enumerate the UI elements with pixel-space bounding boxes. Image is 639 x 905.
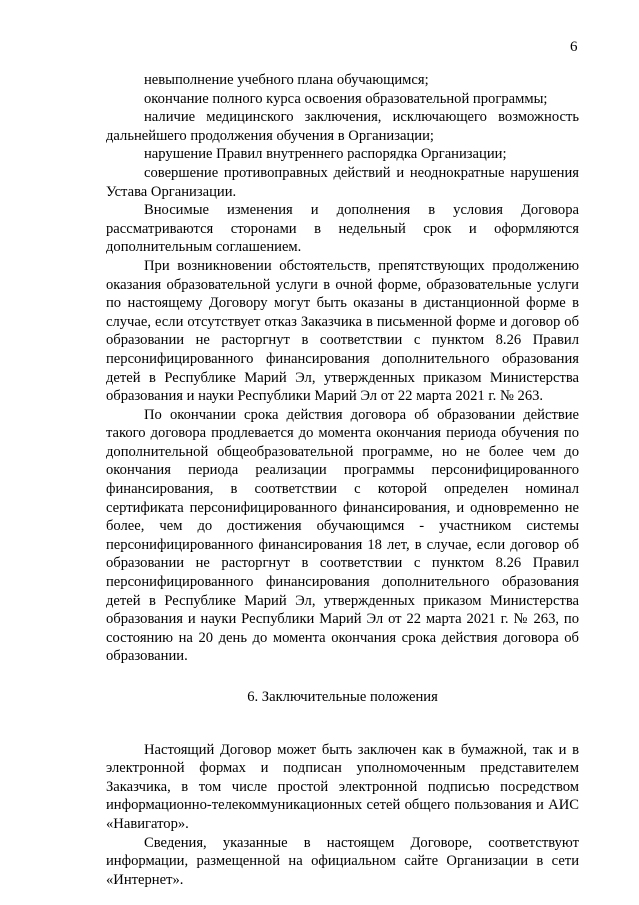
list-item-course-completion: окончание полного курса освоения образовательной программы; <box>144 90 548 107</box>
paragraph-amendments: Вносимые изменения и дополнения в условия Договора рассматриваются сторонами в недельный срок и оформляются дополнительным соглашением. <box>106 202 579 256</box>
page-number: 6 <box>570 39 578 55</box>
document-body <box>106 71 579 889</box>
list-item-medical: наличие медицинского заключения, исключающего возможность дальнейшего продолжения обучения в Организации; <box>106 109 579 144</box>
list-item-curriculum: невыполнение учебного плана обучающимся; <box>144 72 429 88</box>
list-item-rules-violation: нарушение Правил внутреннего распорядка Организации; <box>144 146 507 163</box>
paragraph-distance-learning: При возникновении обстоятельств, препятствующих продолжению оказания образовательной услуги в очной форме, образовательные услуги по настоящему Договору могут быть оказаны в дистанционной форме в случае, если отсутствует отказ Заказчика в письменной форме и договор об образовании не расторгнут в соответствии с пунктом 8.26 Правил персонифицированного финансирования дополнительного образования детей в Республике Марий Эл, утвержденных приказом Министерства образования и науки Республики Марий Эл от 22 марта 2021 г. № 263. <box>106 257 579 405</box>
paragraph-contract-form: Настоящий Договор может быть заключен как в бумажной, так и в электронной формах и подписан уполномоченным представителем Заказчика, в том числе простой электронной подписью посредством информационно-телекоммуникационных сетей общего пользования и АИС «Навигатор». <box>106 741 579 832</box>
paragraph-contract-extension: По окончании срока действия договора об образовании действие такого договора продлевается до момента окончания периода обучения по дополнительной общеобразовательной программе, но не более чем до окончания периода реализации программы персонифицированного финансирования, в соответствии с которой определен номинал сертификата персонифицированного финансирования, и одновременно не более, чем до достижения обучающимся - участником системы персонифицированного финансирования 18 лет, в случае, если договор об образовании не расторгнут в соответствии с пунктом 8.26 Правил персонифицированного финансирования дополнительного образования детей в Республике Марий Эл, утвержденных приказом Министерства образования и науки Республики Марий Эл от 22 марта 2021 г. № 263, по состоянию на 20 день до момента окончания срока действия договора об образовании. <box>106 406 579 665</box>
list-item-charter-violation: совершение противоправных действий и неоднократные нарушения Устава Организации. <box>106 164 579 200</box>
section-heading: 6. Заключительные положения <box>247 689 438 705</box>
paragraph-information: Сведения, указанные в настоящем Договоре, соответствуют информации, размещенной на официальном сайте Организации в сети «Интернет». <box>106 834 579 888</box>
